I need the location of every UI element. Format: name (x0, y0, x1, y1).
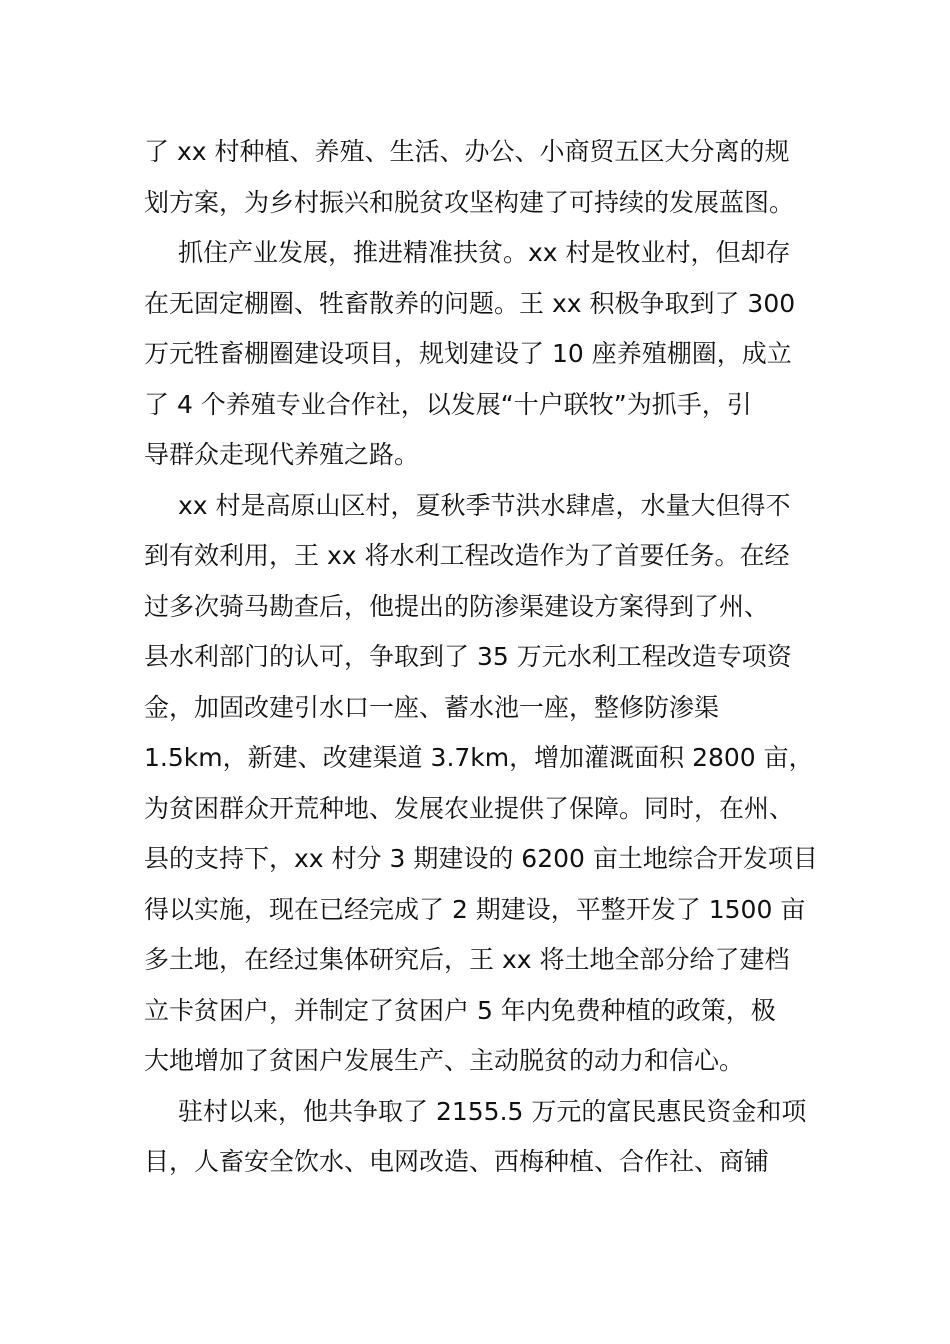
text-line: 了 xx 村种植、养殖、生活、办公、小商贸五区大分离的规 (144, 137, 790, 166)
text-line: 多土地，在经过集体研究后，王 xx 将土地全部分给了建档 (144, 945, 790, 974)
text-line: 了 4 个养殖专业合作社，以发展“十户联牧”为抓手，引 (144, 389, 752, 419)
text-line: 万元牲畜棚圈建设项目，规划建设了 10 座养殖棚圈，成立 (144, 339, 792, 368)
text-line: 过多次骑马勘查后，他提出的防渗渠建设方案得到了州、 (144, 591, 770, 621)
text-line: 金，加固改建引水口一座、蓄水池一座，整修防渗渠 (144, 692, 720, 722)
text-line: 为贫困群众开荒种地、发展农业提供了保障。同时，在州、 (144, 793, 795, 823)
text-line: 驻村以来，他共争取了 2155.5 万元的富民惠民资金和项 (178, 1096, 807, 1126)
text-line: 1.5km，新建、改建渠道 3.7km，增加灌溉面积 2800 亩， (144, 743, 814, 772)
text-line: 立卡贫困户，并制定了贫困户 5 年内免费种植的政策，极 (144, 995, 776, 1025)
text-line: 划方案，为乡村振兴和脱贫攻坚构建了可持续的发展蓝图。 (144, 187, 795, 217)
document-body (144, 127, 818, 1188)
text-line: 在无固定棚圈、牲畜散养的问题。王 xx 积极争取到了 300 (144, 288, 796, 318)
text-line: 目，人畜安全饮水、电网改造、西梅种植、合作社、商铺 (144, 1147, 770, 1176)
text-line: 到有效利用，王 xx 将水利工程改造作为了首要任务。在经 (144, 541, 790, 570)
text-line: xx 村是高原山区村，夏秋季节洪水肆虐，水量大但得不 (178, 490, 791, 520)
text-line: 导群众走现代养殖之路。 (144, 440, 420, 469)
text-line: 抓住产业发展，推进精准扶贫。xx 村是牧业村，但却存 (178, 238, 791, 267)
text-line: 县的支持下，xx 村分 3 期建设的 6200 亩土地综合开发项目 (144, 844, 818, 873)
text-line: 得以实施，现在已经完成了 2 期建设，平整开发了 1500 亩 (144, 894, 806, 924)
text-line: 县水利部门的认可，争取到了 35 万元水利工程改造专项资 (144, 642, 792, 671)
text-line: 大地增加了贫困户发展生产、主动脱贫的动力和信心。 (144, 1046, 745, 1075)
